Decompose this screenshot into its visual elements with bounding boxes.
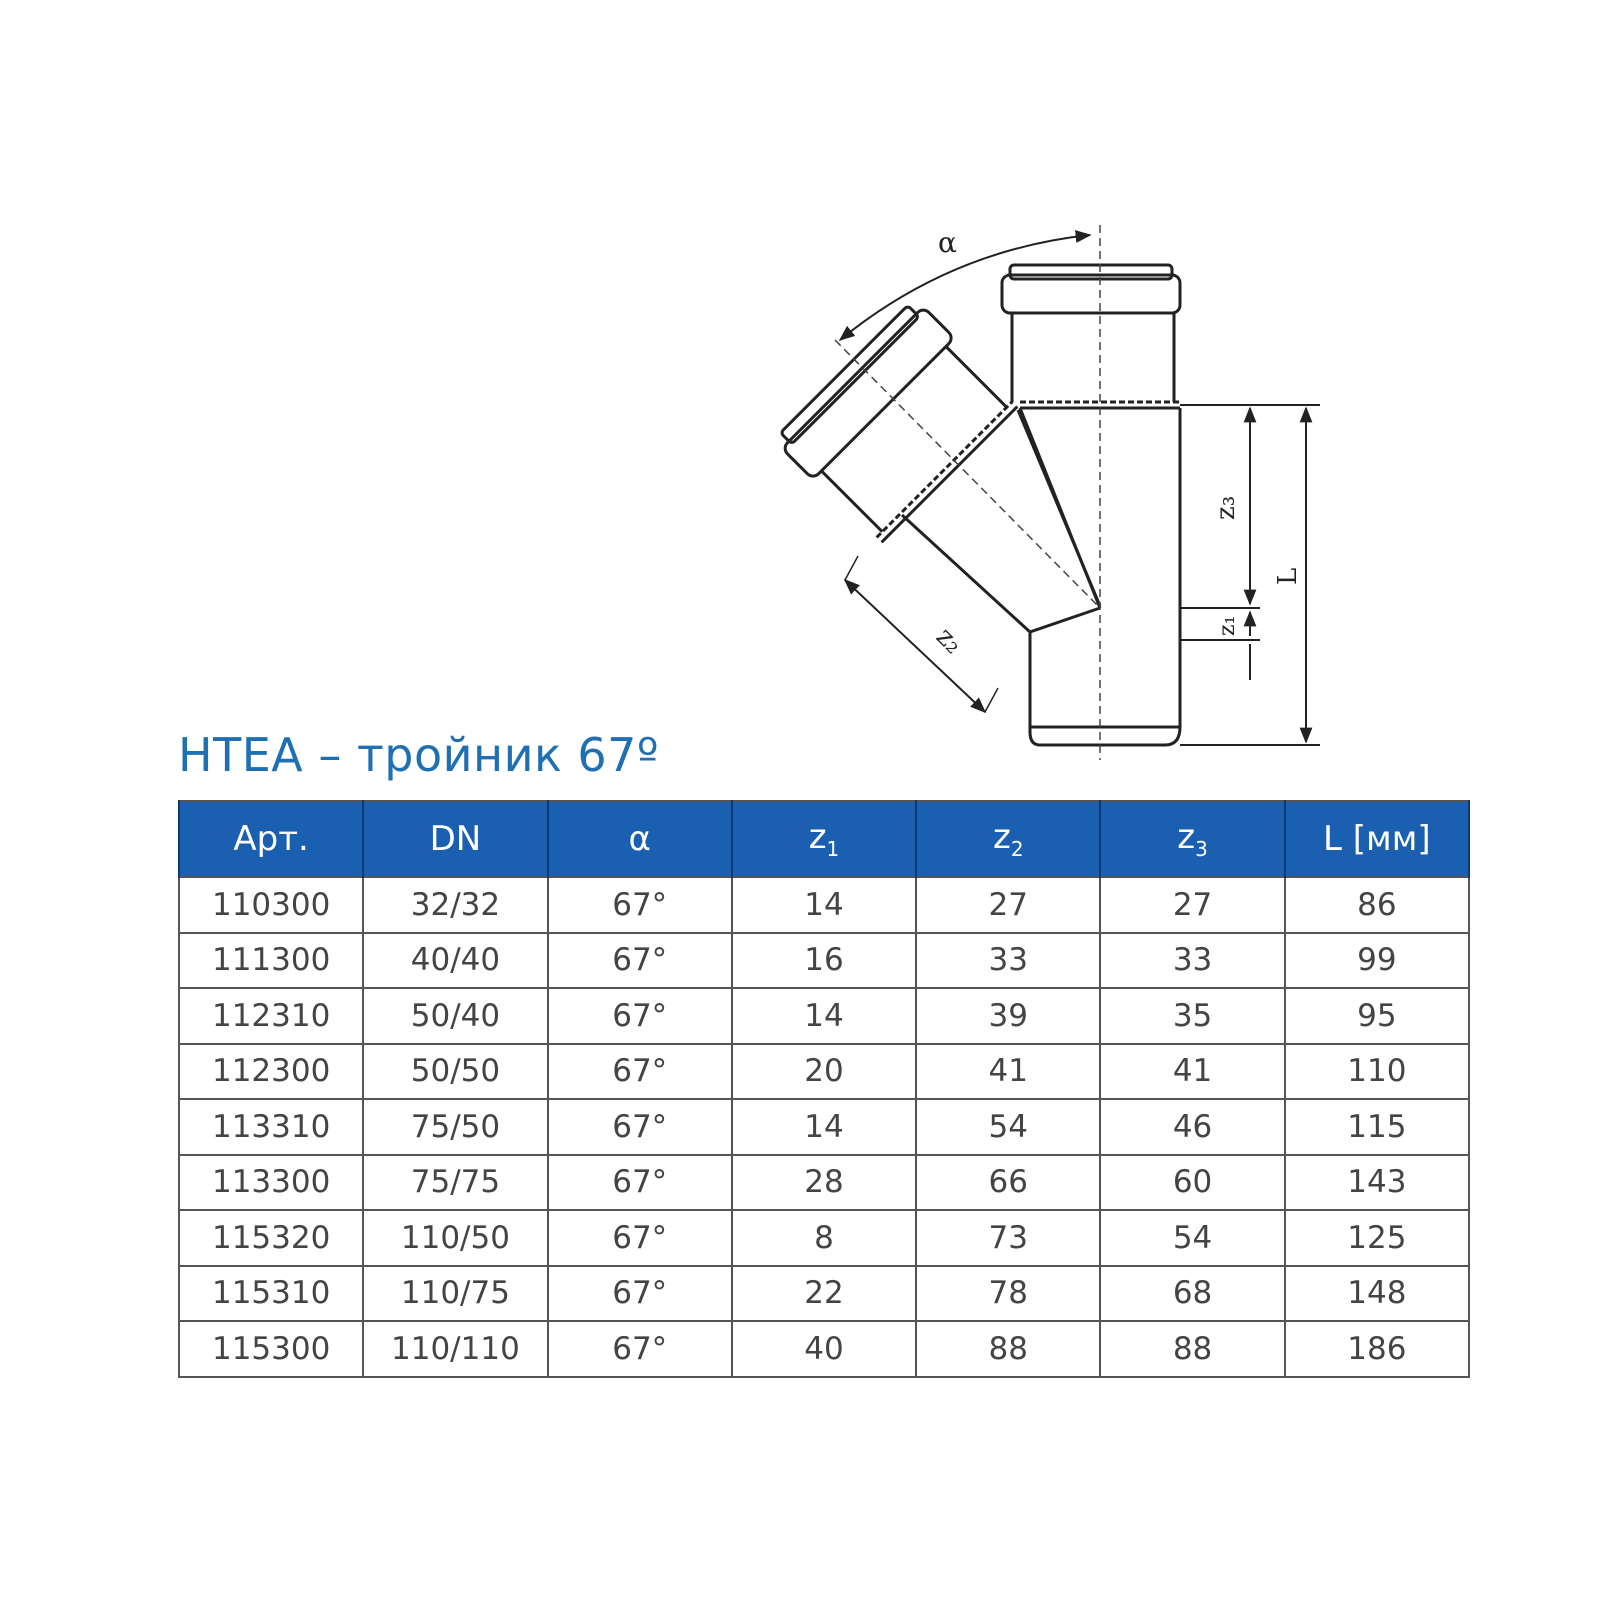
table-cell: 35 [1100,988,1284,1044]
table-cell: 54 [1100,1210,1284,1266]
table-cell: 14 [732,1099,916,1155]
table-row [179,1266,1469,1322]
table-cell: 113310 [179,1099,363,1155]
table-row [179,933,1469,989]
column-header [363,801,547,877]
column-header-label: z [1177,817,1196,858]
main-pipe [1002,265,1180,745]
table-cell: 112300 [179,1044,363,1100]
table-cell: 110 [1285,1044,1469,1100]
table-cell: 28 [732,1155,916,1211]
table-cell: 115320 [179,1210,363,1266]
table-cell: 22 [732,1266,916,1322]
table-cell: 50/50 [363,1044,547,1100]
table-cell: 110/50 [363,1210,547,1266]
table-cell: 14 [732,877,916,933]
table-cell: 148 [1285,1266,1469,1322]
table-cell: 54 [916,1099,1100,1155]
table-cell: 27 [1100,877,1284,933]
table-cell: 14 [732,988,916,1044]
table-cell: 110/110 [363,1321,547,1377]
table-cell: 20 [732,1044,916,1100]
table-cell: 110/75 [363,1266,547,1322]
column-header-label: α [628,819,651,859]
table-cell: 78 [916,1266,1100,1322]
table-cell: 68 [1100,1266,1284,1322]
table-cell: 75/50 [363,1099,547,1155]
column-header-label: Арт. [233,819,309,859]
column-header-label: z [808,817,827,858]
table-cell: 46 [1100,1099,1284,1155]
column-header [1285,801,1469,877]
table-cell: 113300 [179,1155,363,1211]
alpha-arc [840,235,1090,340]
page-title: HTEA – тройник 67º [178,728,660,782]
table-cell: 115310 [179,1266,363,1322]
table-cell: 41 [916,1044,1100,1100]
column-header [1100,801,1284,877]
table-cell: 95 [1285,988,1469,1044]
table-row [179,1321,1469,1377]
table-cell: 40 [732,1321,916,1377]
table-row [179,1044,1469,1100]
table-row [179,988,1469,1044]
table-cell: 39 [916,988,1100,1044]
table-cell: 67° [548,1210,732,1266]
table-cell: 110300 [179,877,363,933]
table-body [179,877,1469,1377]
tee-diagram [0,0,1600,760]
table-cell: 186 [1285,1321,1469,1377]
table-cell: 50/40 [363,988,547,1044]
column-header-label: DN [429,819,482,859]
table-cell: 75/75 [363,1155,547,1211]
table-row [179,1210,1469,1266]
table-row [179,877,1469,933]
table-row [179,1155,1469,1211]
z3-label: z₃ [1211,495,1241,520]
spec-table [178,800,1470,1378]
column-header [732,801,916,877]
table-header-row [179,801,1469,877]
table-cell: 41 [1100,1044,1284,1100]
table-cell: 73 [916,1210,1100,1266]
column-header [179,801,363,877]
table-cell: 66 [916,1155,1100,1211]
table-cell: 67° [548,988,732,1044]
column-header [916,801,1100,877]
length-label: L [1273,567,1303,585]
table-cell: 33 [1100,933,1284,989]
table-cell: 67° [548,877,732,933]
z1-label: z₁ [1215,615,1240,636]
center-lines [835,225,1100,760]
table-cell: 67° [548,1099,732,1155]
table-cell: 16 [732,933,916,989]
table-cell: 8 [732,1210,916,1266]
z2-dimension [845,580,985,712]
column-header-label: z [992,817,1011,858]
table-cell: 115300 [179,1321,363,1377]
table-cell: 86 [1285,877,1469,933]
column-header-subscript: 3 [1195,836,1208,861]
table-row [179,1099,1469,1155]
table-cell: 143 [1285,1155,1469,1211]
table-cell: 67° [548,1155,732,1211]
column-header-subscript: 1 [826,836,840,861]
table-cell: 33 [916,933,1100,989]
table-cell: 67° [548,933,732,989]
branch-pipe [773,298,1100,632]
table-cell: 67° [548,1044,732,1100]
table-cell: 112310 [179,988,363,1044]
z2-label: z₂ [930,621,969,661]
table-cell: 88 [1100,1321,1284,1377]
table-cell: 99 [1285,933,1469,989]
column-header [548,801,732,877]
table-cell: 115 [1285,1099,1469,1155]
table-cell: 111300 [179,933,363,989]
table-cell: 67° [548,1266,732,1322]
table-cell: 67° [548,1321,732,1377]
table-cell: 27 [916,877,1100,933]
alpha-label: α [938,226,957,259]
table-cell: 88 [916,1321,1100,1377]
table-cell: 125 [1285,1210,1469,1266]
table-cell: 40/40 [363,933,547,989]
table-cell: 60 [1100,1155,1284,1211]
table-cell: 32/32 [363,877,547,933]
column-header-subscript: 2 [1010,836,1024,861]
column-header-label: L [мм] [1323,819,1431,859]
